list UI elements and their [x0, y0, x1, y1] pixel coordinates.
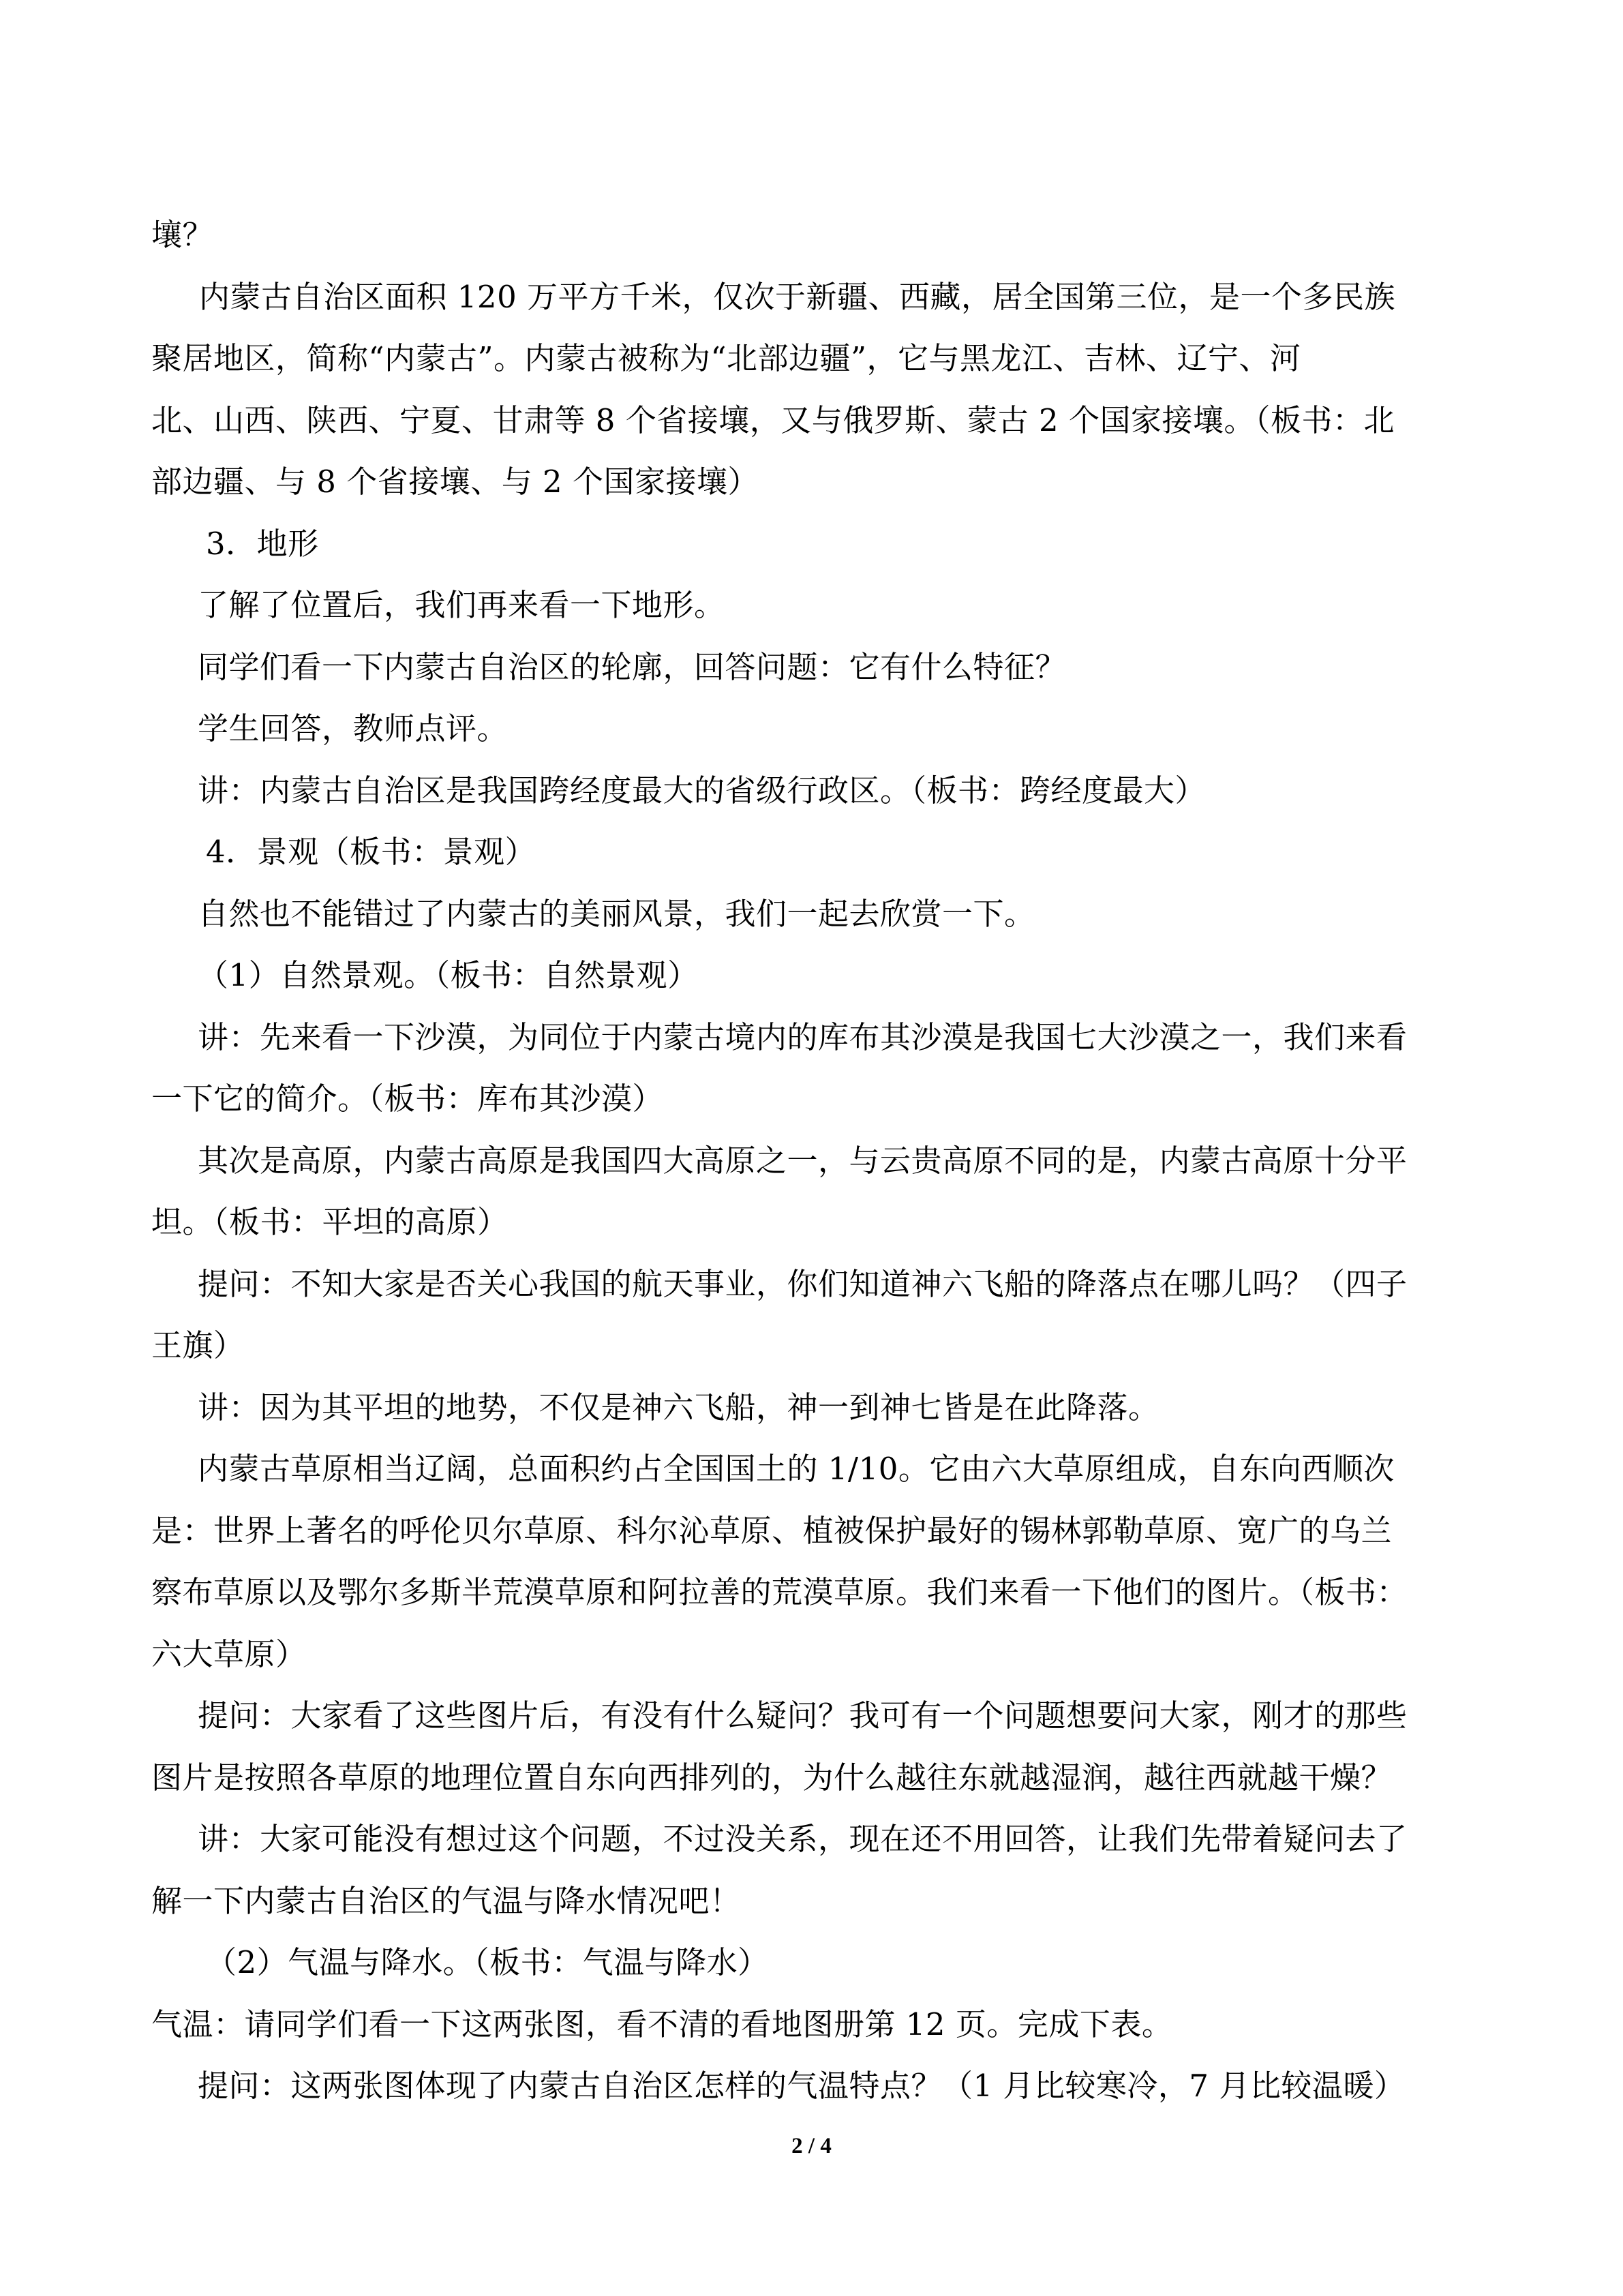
document-body [151, 205, 1474, 2117]
paragraph-line: 提问：这两张图体现了内蒙古自治区怎样的气温特点？（1 月比较寒冷，7 月比较温暖） [198, 2068, 1406, 2104]
paragraph-line: 讲：因为其平坦的地势，不仅是神六飞船，神一到神七皆是在此降落。 [198, 1389, 1159, 1425]
paragraph-line: 内蒙古自治区面积 120 万平方千米，仅次于新疆、西藏，居全国第三位，是一个多民族 [199, 278, 1396, 315]
page-number: 2 / 4 [791, 2134, 832, 2158]
paragraph-line: 其次是高原，内蒙古高原是我国四大高原之一，与云贵高原不同的是，内蒙古高原十分平 [198, 1142, 1408, 1179]
paragraph-line: 一下它的简介。（板书：库布其沙漠） [151, 1081, 664, 1117]
paragraph-line: 聚居地区，简称“内蒙古”。内蒙古被称为“北部边疆”，它与黑龙江、吉林、辽宁、河 [151, 340, 1301, 376]
paragraph-line: 讲：内蒙古自治区是我国跨经度最大的省级行政区。（板书：跨经度最大） [198, 772, 1207, 809]
subsection-heading: （2）气温与降水。（板书：气温与降水） [206, 1944, 769, 1980]
paragraph-line: 讲：大家可能没有想过这个问题，不过没关系，现在还不用回答，让我们先带着疑问去了 [198, 1821, 1408, 1857]
paragraph-line: 了解了位置后，我们再来看一下地形。 [198, 587, 725, 623]
subsection-heading: （1）自然景观。（板书：自然景观） [198, 957, 699, 993]
paragraph-line: 北、山西、陕西、宁夏、甘肃等 8 个省接壤，又与俄罗斯、蒙古 2 个国家接壤。（板书：北 [151, 402, 1395, 438]
paragraph-line: 壤？ [151, 217, 214, 253]
paragraph-line: 讲：先来看一下沙漠，为同位于内蒙古境内的库布其沙漠是我国七大沙漠之一，我们来看 [198, 1018, 1408, 1055]
paragraph-line: 学生回答，教师点评。 [198, 710, 509, 746]
paragraph-line: 六大草原） [151, 1635, 307, 1672]
paragraph-line: 图片是按照各草原的地理位置自东向西排列的，为什么越往东就越湿润，越往西就越干燥？ [151, 1759, 1393, 1796]
section-heading: 3．地形 [206, 525, 319, 562]
paragraph-line: 是：世界上著名的呼伦贝尔草原、科尔沁草原、植被保护最好的锡林郭勒草原、宽广的乌兰 [151, 1512, 1393, 1549]
paragraph-line: 气温：请同学们看一下这两张图，看不清的看地图册第 12 页。完成下表。 [151, 2006, 1173, 2042]
paragraph-line: 察布草原以及鄂尔多斯半荒漠草原和阿拉善的荒漠草原。我们来看一下他们的图片。（板书： [151, 1574, 1408, 1610]
paragraph-line: 部边疆、与 8 个省接壤、与 2 个国家接壤） [151, 464, 759, 500]
paragraph-line: 解一下内蒙古自治区的气温与降水情况吧！ [151, 1882, 741, 1919]
paragraph-line: 内蒙古草原相当辽阔，总面积约占全国国土的 1/10。它由六大草原组成，自东向西顺次 [198, 1451, 1395, 1487]
section-heading: 4．景观（板书：景观） [206, 834, 536, 870]
paragraph-line: 提问：不知大家是否关心我国的航天事业，你们知道神六飞船的降落点在哪儿吗？（四子 [198, 1265, 1408, 1302]
paragraph-line: 自然也不能错过了内蒙古的美丽风景，我们一起去欣赏一下。 [198, 895, 1035, 932]
paragraph-line: 提问：大家看了这些图片后，有没有什么疑问？我可有一个问题想要问大家，刚才的那些 [198, 1697, 1408, 1734]
paragraph-line: 坦。（板书：平坦的高原） [151, 1204, 509, 1240]
paragraph-line: 同学们看一下内蒙古自治区的轮廓，回答问题：它有什么特征？ [198, 648, 1067, 685]
paragraph-line: 王旗） [151, 1327, 245, 1363]
